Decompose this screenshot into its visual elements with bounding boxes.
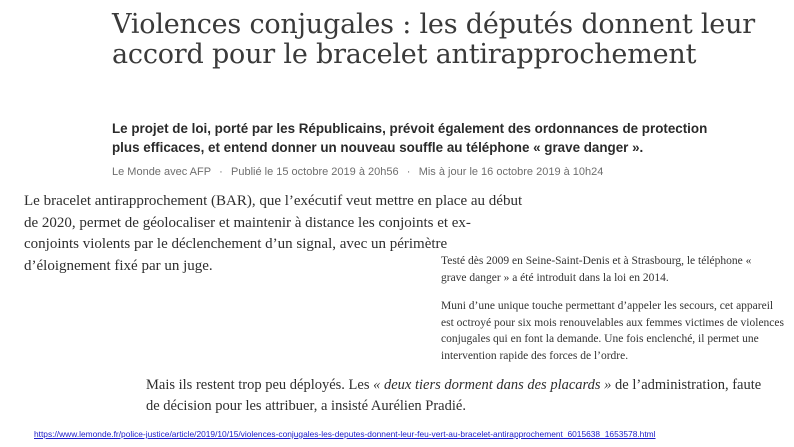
quote-italic: « deux tiers dorment dans des placards » (373, 377, 612, 393)
quote-after: de l’administration, faute de décision pour les attribuer, a insisté Aurélien Pradié. (146, 377, 762, 414)
article-meta (112, 164, 752, 180)
paragraph-quote (146, 375, 776, 416)
article-title: Violences conjugales : les députés donnent leur accord pour le bracelet antirapprochement (112, 9, 755, 70)
source-link[interactable]: https://www.lemonde.fr/police-justice/article/2019/10/15/violences-conjugales-les-deputes-donnent-leur-feu-vert-au-bracelet-antirapprochement_6015638_1653578.html (34, 429, 656, 439)
meta-separator: · (406, 166, 411, 178)
paragraph-telephone-test: Testé dès 2009 en Seine-Saint-Denis et à Strasbourg, le téléphone « grave danger » a été introduit dans la loi en 2014. (441, 255, 752, 284)
meta-separator: · (219, 166, 223, 178)
paragraph-bracelet: Le bracelet antirapprochement (BAR), que l’exécutif veut mettre en place au début de 2020, permet de géolocaliser et maintenir à distance les conjoints et ex-conjoints violents par le déclenchement d’un signal, avec un périmètre d’éloignement fixé par un juge. (24, 193, 523, 274)
meta-published: Publié le 15 octobre 2019 à 20h56 (231, 166, 399, 178)
meta-source: Le Monde avec AFP (112, 166, 211, 178)
paragraph-telephone-button: Muni d’une unique touche permettant d’appeler les secours, cet appareil est octroyé pour six mois renouvelables aux femmes victimes de violences conjugales qui en font la demande. Une fois enclenché, il permet une intervention rapide des forces de l’ordre. (441, 300, 784, 362)
article-lede: Le projet de loi, porté par les Républicains, prévoit également des ordonnances de protection plus efficaces, et entend donner un nouveau souffle au téléphone « grave danger ». (112, 121, 708, 155)
meta-updated: Mis à jour le 16 octobre 2019 à 10h24 (418, 166, 604, 178)
quote-before: Mais ils restent trop peu déployés. Les (146, 377, 374, 393)
